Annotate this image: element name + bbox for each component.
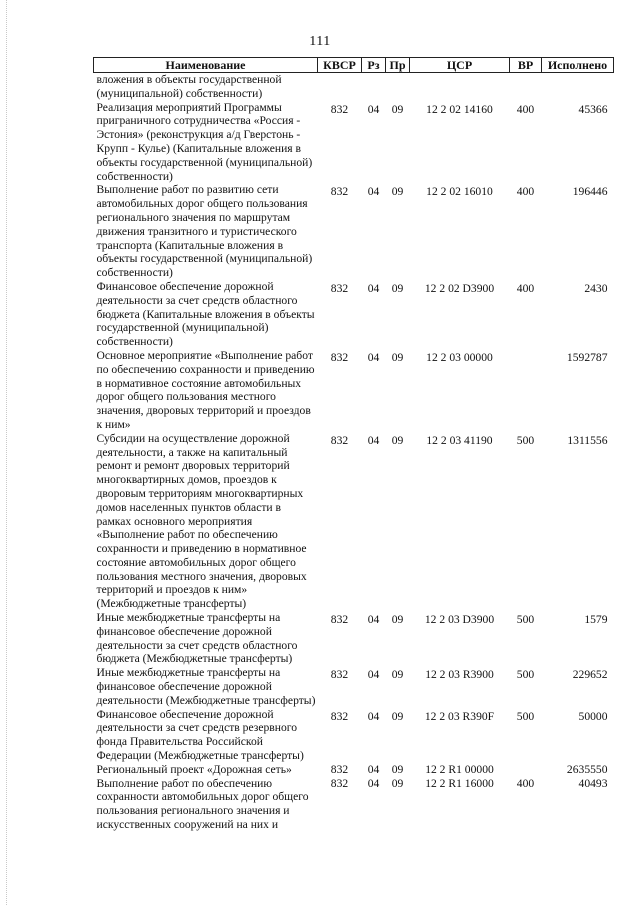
table-row [94,666,614,707]
row-amount: 2635550 [566,762,608,776]
table-row [94,183,614,280]
row-vr: 500 [516,433,535,447]
row-name: Субсидии на осуществление дорожной деятельности, а также на капитальный ремонт и ремонт дворовых территорий многоквартирных домов, проездов к дворовым территориям многоквартирных домов населенных пунктов области в рамках основного мероприятия «Выполнение работ по обеспечению сохранности и приведению в нормативное состояние автомобильных дорог общего пользования местного значения, дворовых территорий и проездов к ним» (Межбюджетные трансферты) [96,431,307,611]
row-csr: 12 2 02 D3900 [424,281,495,295]
table-row [94,432,614,611]
row-pr: 09 [391,762,404,776]
header-kvsr: КВСР [318,58,362,73]
header-vr: ВР [510,58,542,73]
row-name: Финансовое обеспечение дорожной деятельности за счет средств резервного фонда Правительства Российской Федерации (Межбюджетные трансферты) [96,707,304,763]
row-kvsr: 832 [330,776,349,790]
page-number: 111 [309,34,331,49]
row-csr: 12 2 R1 00000 [425,762,494,776]
header-amount: Исполнено [542,58,614,73]
row-amount: 1579 [584,613,608,627]
table-row [94,611,614,666]
row-pr: 09 [391,709,404,723]
row-pr: 09 [391,433,404,447]
table-row [94,73,614,101]
row-pr: 09 [391,350,404,364]
row-pr: 09 [391,185,404,199]
table-row [94,349,614,432]
header-rz: Рз [362,58,386,73]
row-csr: 12 2 03 41190 [426,433,493,447]
row-name: Иные межбюджетные трансферты на финансовое обеспечение дорожной деятельности за счет средств областного бюджета (Межбюджетные трансферты) [96,611,298,666]
row-vr: 400 [516,281,535,295]
row-vr: 400 [516,102,535,116]
row-amount: 45366 [578,102,608,116]
row-rz: 04 [367,709,380,723]
row-rz: 04 [367,281,380,295]
row-name: Иные межбюджетные трансферты на финансовое обеспечение дорожной деятельности (Межбюджетные трансферты) [96,666,316,707]
row-vr: 500 [516,668,535,682]
row-kvsr: 832 [330,102,349,116]
header-name: Наименование [94,58,318,73]
row-kvsr: 832 [330,762,349,776]
row-vr [510,763,542,777]
row-kvsr: 832 [330,709,349,723]
header-csr: ЦСР [410,58,510,73]
row-kvsr: 832 [330,613,349,627]
row-pr: 09 [391,668,404,682]
row-amount [542,73,614,101]
row-name: Выполнение работ по развитию сети автомобильных дорог общего пользования регионального значения по маршрутам движения транзитного и туристического транспорта (Капитальные вложения в объекты государственной (муниципальной) собственности) [96,183,313,280]
row-csr: 12 2 R1 16000 [425,776,494,790]
row-rz: 04 [367,102,380,116]
row-name: Основное мероприятие «Выполнение работ по обеспечению сохранности и приведению в нормативное состояние автомобильных дорог общего пользования местного значения, дворовых территорий и проездов к ним» [96,348,315,431]
row-name: вложения в объекты государственной (муниципальной) собственности) [96,73,282,100]
row-pr: 09 [391,281,404,295]
row-kvsr [318,73,362,101]
row-name: Финансовое обеспечение дорожной деятельности за счет средств областного бюджета (Капитальные вложения в объекты государственной (муниципальной) собственности) [96,279,315,349]
row-csr: 12 2 02 16010 [426,185,493,199]
row-amount: 1592787 [566,350,608,364]
row-kvsr: 832 [330,350,349,364]
row-name: Реализация мероприятий Программы приграничного сотрудничества «Россия - Эстония» (реконструкция а/д Гверстонь - Крупп - Кулье) (Капитальные вложения в объекты государственной (муниципальной) собственности) [96,100,313,183]
row-rz [362,73,386,101]
row-pr: 09 [391,102,404,116]
row-rz: 04 [367,668,380,682]
header-pr: Пр [386,58,410,73]
table-row [94,101,614,184]
table-header-row [94,58,614,73]
table-row [94,763,614,777]
row-csr: 12 2 03 D3900 [424,613,495,627]
row-kvsr: 832 [330,668,349,682]
row-vr [510,73,542,101]
row-kvsr: 832 [330,185,349,199]
row-csr: 12 2 03 R3900 [425,668,494,682]
row-amount: 1311556 [567,433,608,447]
row-pr [386,73,410,101]
scan-edge [6,0,8,905]
row-pr: 09 [391,776,404,790]
row-name: Региональный проект «Дорожная сеть» [96,762,292,776]
row-csr [410,73,510,101]
row-rz: 04 [367,350,380,364]
row-csr: 12 2 03 00000 [426,350,493,364]
row-vr [510,349,542,432]
row-rz: 04 [367,185,380,199]
row-csr: 12 2 03 R390F [424,709,495,723]
row-vr: 400 [516,776,535,790]
row-csr: 12 2 02 14160 [426,102,493,116]
row-rz: 04 [367,776,380,790]
row-amount: 229652 [572,668,608,682]
row-amount: 50000 [578,709,608,723]
row-kvsr: 832 [330,281,349,295]
row-rz: 04 [367,762,380,776]
row-rz: 04 [367,613,380,627]
row-vr: 500 [516,613,535,627]
row-pr: 09 [391,613,404,627]
row-amount: 196446 [572,185,608,199]
row-amount: 40493 [578,776,608,790]
budget-table [93,57,614,832]
table-row [94,280,614,349]
row-name: Выполнение работ по обеспечению сохранности автомобильных дорог общего пользования регионального значения и искусственных сооружений на них и [96,776,309,832]
row-vr: 500 [516,709,535,723]
row-amount: 2430 [584,281,608,295]
table-row [94,708,614,763]
table-row [94,777,614,832]
row-rz: 04 [367,433,380,447]
row-kvsr: 832 [330,433,349,447]
row-vr: 400 [516,185,535,199]
